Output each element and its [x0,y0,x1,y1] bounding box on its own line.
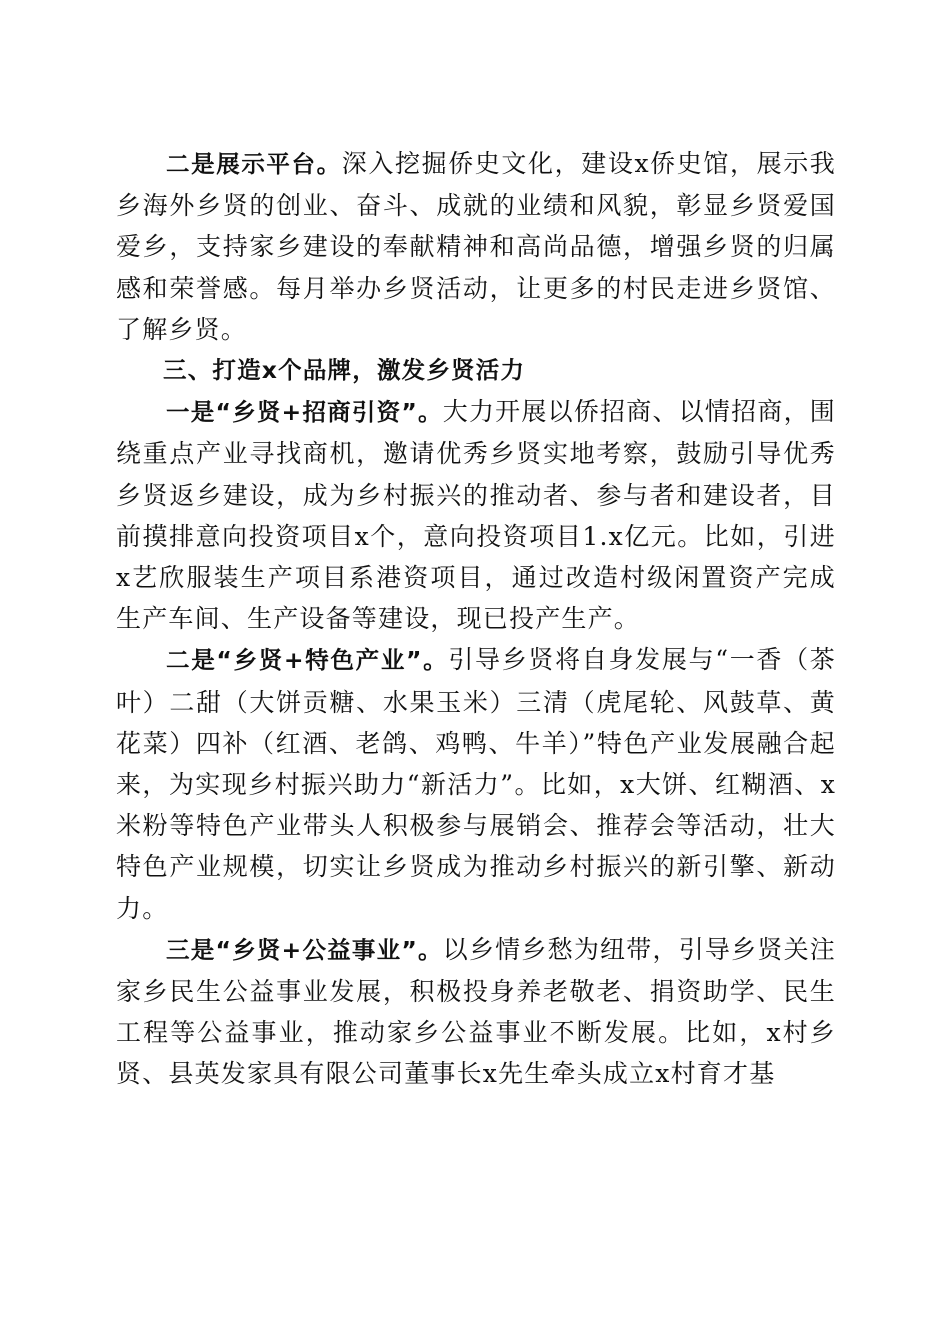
section-heading: 三、打造x个品牌，激发乡贤活力 [163,356,526,385]
paragraph-public-welfare [116,929,836,1095]
paragraph-text: 大力开展以侨招商、以情招商，围绕重点产业寻找商机，邀请优秀乡贤实地考察，鼓励引导优秀乡贤返乡建设，成为乡村振兴的推动者、参与者和建设者，目前摸排意向投资项目x个，意向投资项目1.x亿元。比如，引进x艺欣服装生产项目系港资项目，通过改造村级闲置资产完成生产车间、生产设备等建设，现已投产生产。 [116,397,836,634]
paragraph-lead: 一是“乡贤+招商引资”。 [166,398,443,427]
paragraph-industry [116,639,836,928]
paragraph-display-platform [116,143,836,350]
paragraph-text: 引导乡贤将自身发展与“一香（茶叶）二甜（大饼贡糖、水果玉米）三清（虎尾轮、风鼓草、黄花菜）四补（红酒、老鸽、鸡鸭、牛羊）”特色产业发展融合起来，为实现乡村振兴助力“新活力”。比如，x大饼、红糊酒、x米粉等特色产业带头人积极参与展销会、推荐会等活动，壮大特色产业规模，切实让乡贤成为推动乡村振兴的新引擎、新动力。 [116,645,836,923]
document-body [116,143,836,1095]
paragraph-text: 以乡情乡愁为纽带，引导乡贤关注家乡民生公益事业发展，积极投身养老敬老、捐资助学、民生工程等公益事业，推动家乡公益事业不断发展。比如，x村乡贤、县英发家具有限公司董事长x先生牵头成立x村育才基 [116,934,836,1089]
paragraph-lead: 二是展示平台。 [166,150,342,178]
paragraph-lead: 三是“乡贤+公益事业”。 [166,935,443,964]
paragraph-lead: 二是“乡贤+特色产业”。 [166,646,449,675]
paragraph-text: 深入挖掘侨史文化，建设x侨史馆，展示我乡海外乡贤的创业、奋斗、成就的业绩和风貌，彰显乡贤爱国爱乡，支持家乡建设的奉献精神和高尚品德，增强乡贤的归属感和荣誉感。每月举办乡贤活动，让更多的村民走进乡贤馆、了解乡贤。 [116,149,837,344]
paragraph-investment [116,391,836,639]
